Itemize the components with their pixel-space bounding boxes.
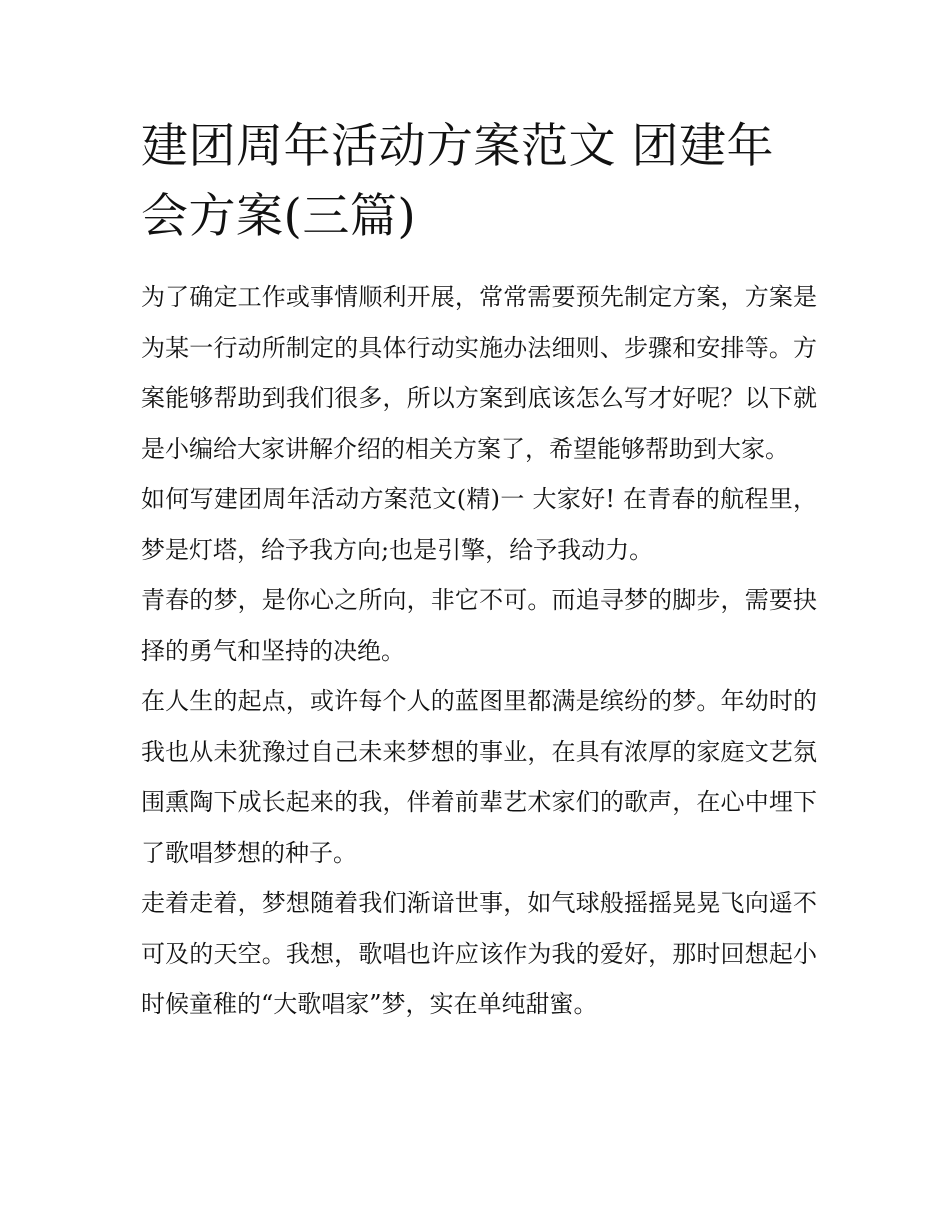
- document-title: 建团周年活动方案范文 团建年会方案(三篇): [141, 119, 774, 244]
- paragraph-greeting: 如何写建团周年活动方案范文(精)一 大家好! 在青春的航程里，梦是灯塔，给予我方向;也是引擎，给予我动力。: [141, 485, 817, 564]
- paragraph-youth-dream: 青春的梦，是你心之所向，非它不可。而追寻梦的脚步，需要抉择的勇气和坚持的决绝。: [141, 586, 817, 665]
- paragraph-life-start: 在人生的起点，或许每个人的蓝图里都满是缤纷的梦。年幼时的我也从未犹豫过自己未来梦想的事业，在具有浓厚的家庭文艺氛围熏陶下成长起来的我，伴着前辈艺术家们的歌声，在心中埋下了歌唱梦想的种子。: [141, 687, 817, 867]
- document-body: [141, 112, 817, 1030]
- paragraph-intro: 为了确定工作或事情顺利开展，常常需要预先制定方案，方案是为某一行动所制定的具体行动实施办法细则、步骤和安排等。方案能够帮助到我们很多，所以方案到底该怎么写才好呢？以下就是小编给大家讲解介绍的相关方案了，希望能够帮助到大家。: [141, 283, 817, 463]
- paragraph-growing-up: 走着走着，梦想随着我们渐谙世事，如气球般摇摇晃晃飞向遥不可及的天空。我想，歌唱也许应该作为我的爱好，那时回想起小时候童稚的“大歌唱家”梦，实在单纯甜蜜。: [141, 889, 817, 1018]
